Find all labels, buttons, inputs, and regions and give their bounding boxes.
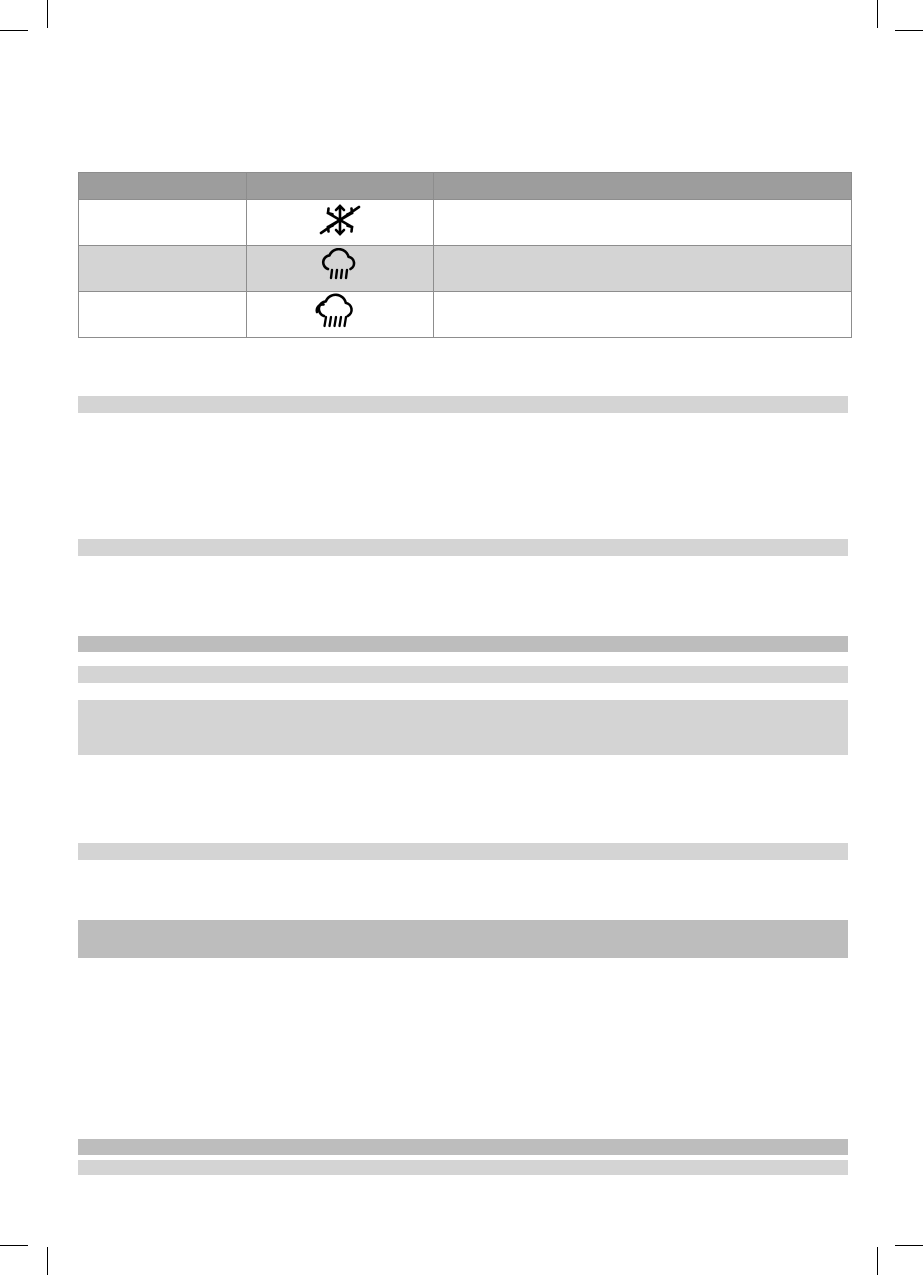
cell-description: [434, 200, 852, 246]
crop-mark-top-left-horizontal: [0, 30, 28, 31]
cell-term: [79, 200, 247, 246]
cell-term: [79, 292, 247, 338]
table-body: [79, 200, 852, 338]
cell-symbol: [247, 246, 434, 292]
redacted-bar-1: [78, 396, 848, 413]
redacted-bar-6: [78, 843, 848, 860]
column-term: [79, 173, 247, 200]
crop-mark-bottom-left-horizontal: [0, 1245, 28, 1246]
column-description: [434, 173, 852, 200]
snowflake-crossed-out-icon: [312, 202, 368, 238]
table-header-row: [79, 173, 852, 200]
cell-term: [79, 246, 247, 292]
crop-mark-bottom-left-vertical: [47, 1247, 48, 1275]
crop-mark-top-right-horizontal: [895, 30, 923, 31]
redacted-bar-2: [78, 539, 848, 556]
crop-mark-bottom-right-horizontal: [895, 1245, 923, 1246]
table-row: [79, 246, 852, 292]
symbol-legend-table: [78, 172, 852, 338]
cell-description: [434, 246, 852, 292]
crop-mark-top-right-vertical: [877, 0, 878, 28]
cell-symbol: [247, 200, 434, 246]
redacted-block-5: [78, 700, 848, 755]
column-symbol: [247, 173, 434, 200]
crop-mark-top-left-vertical: [47, 0, 48, 28]
document-page: [78, 0, 848, 1275]
cloud-with-heavy-rain-icon: [309, 292, 371, 332]
redacted-bar-4: [78, 666, 848, 683]
redacted-block-7: [78, 920, 848, 958]
cell-symbol: [247, 292, 434, 338]
redacted-bar-8: [78, 1139, 848, 1155]
redacted-bar-9: [78, 1160, 848, 1175]
table-row: [79, 200, 852, 246]
cloud-with-rain-icon: [312, 248, 368, 284]
table-header: [79, 173, 852, 200]
cell-description: [434, 292, 852, 338]
crop-mark-bottom-right-vertical: [877, 1247, 878, 1275]
redacted-bar-3: [78, 636, 848, 652]
table-row: [79, 292, 852, 338]
